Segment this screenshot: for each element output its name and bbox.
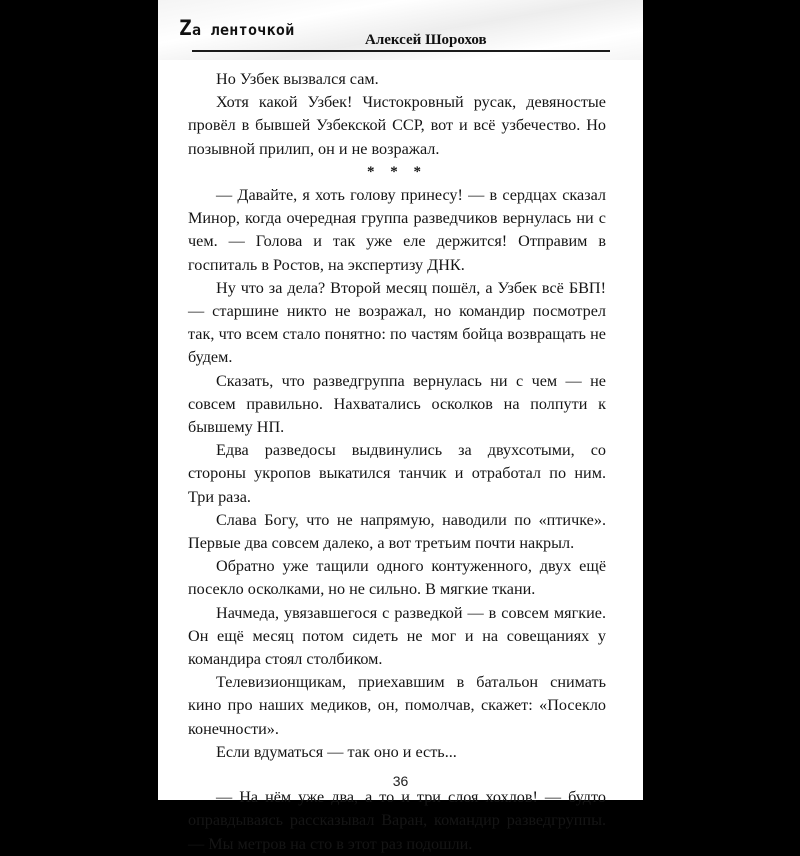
paragraph: — Давайте, я хоть голову принесу! — в сердцах сказал Минор, когда очередная группа разведчиков вернулась ни с чем. — Голова и так уже еле держится! Отправим в госпиталь в Ростов, на экспертизу ДНК. (188, 186, 606, 274)
paragraph: Но Узбек вызвался сам. (216, 70, 379, 88)
paragraph: Едва разведосы выдвинулись за двухсотыми, со стороны укропов выкатился танчик и отработал по ним. Три раза. (188, 441, 606, 506)
paragraph: — На нём уже два, а то и три слоя хохлов! — будто оправдываясь рассказывал Варан, командир разведгруппы. — Мы метров на сто в этот раз подошли. (188, 788, 606, 853)
author-name: Алексей Шорохов (365, 32, 487, 48)
body-text (188, 68, 606, 856)
paragraph: Начмеда, увязавшегося с разведкой — в совсем мягкие. Он ещё месяц потом сидеть не мог и на совещаниях у командира стоял столбиком. (188, 603, 606, 669)
paragraph: Сказать, что разведгруппа вернулась ни с чем — не совсем правильно. Нахватались осколков на полпути к бывшему НП. (188, 371, 606, 437)
paragraph: Ну что за дела? Второй месяц пошёл, а Узбек всё БВП! — старшине никто не возражал, но командир посмотрел так, что всем стало понятно: по частям бойца возвращать не будем. (188, 278, 606, 367)
paragraph: Телевизионщикам, приехавшим в батальон снимать кино про наших медиков, он, помолчав, скажет: «Посекло конечности». (188, 673, 606, 738)
paragraph: Обратно уже тащили одного контуженного, двух ещё посекло осколками, но не сильно. В мягкие ткани. (188, 557, 606, 599)
series-title (179, 16, 295, 40)
paragraph: Хотя какой Узбек! Чистокровный русак, девяностые провёл в бывшей Узбекской ССР, вот и всё узбечество. Но позывной прилип, он и не возражал. (188, 93, 606, 158)
book-page (158, 0, 643, 853)
header-rule (192, 50, 610, 52)
paragraph: Если вдуматься — так оно и есть... (216, 742, 457, 761)
page-number: 36 (392, 773, 409, 789)
section-separator: * * * (367, 163, 427, 180)
series-title-rest: а ленточкой (191, 21, 295, 39)
paragraph: Слава Богу, что не напрямую, наводили по «птичке». Первые два совсем далеко, а вот третьим почти накрыл. (188, 510, 606, 553)
series-title-initial: Z (179, 16, 192, 40)
